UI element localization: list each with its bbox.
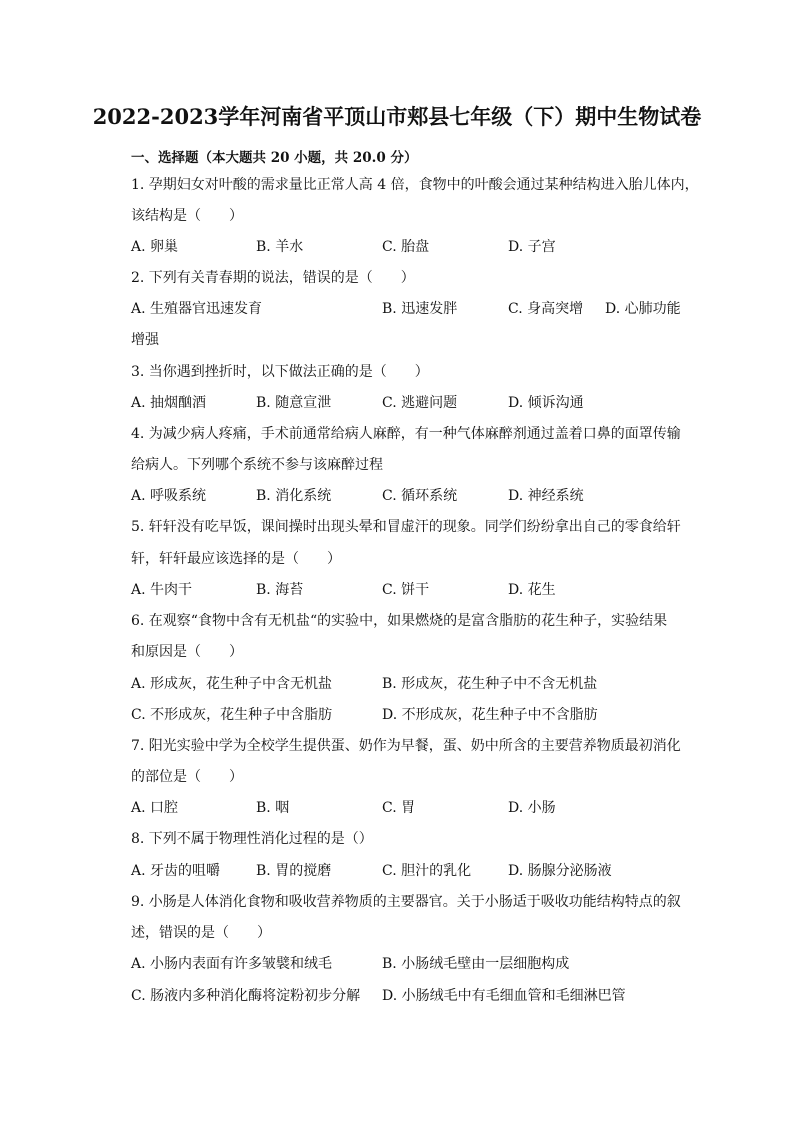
question-1-options [131, 238, 691, 256]
option-a[interactable]: A. 呼吸系统 [131, 488, 207, 504]
option-b[interactable]: B. 海苔 [256, 582, 304, 598]
question-6-options-row-1 [131, 675, 691, 693]
option-a[interactable]: A. 抽烟酗酒 [131, 395, 207, 411]
option-b[interactable]: B. 羊水 [256, 239, 304, 255]
question-4-line-1: 4. 为减少病人疼痛，手术前通常给病人麻醉，有一种气体麻醉剂通过盖着口鼻的面罩传输 [131, 426, 681, 442]
question-6-line-1: 6. 在观察“食物中含有无机盐“的实验中，如果燃烧的是富含脂肪的花生种子，实验结果 [131, 613, 668, 629]
question-5-line-2: 轩，轩轩最应该选择的是（ ） [131, 551, 341, 567]
option-c[interactable]: C. 胎盘 [382, 239, 430, 255]
exam-title: 2022-2023学年河南省平顶山市郏县七年级（下）期中生物试卷 [92, 104, 702, 129]
option-b[interactable]: B. 迅速发胖 [382, 301, 458, 317]
question-7-line-2: 的部位是（ ） [131, 769, 243, 785]
question-8-options [131, 862, 691, 880]
option-b[interactable]: B. 胃的搅磨 [256, 863, 332, 879]
question-9-line-1: 9. 小肠是人体消化食物和吸收营养物质的主要器官。关于小肠适于吸收功能结构特点的叙 [131, 894, 681, 910]
option-c[interactable]: C. 循环系统 [382, 488, 458, 504]
question-2-option-d-continued: 增强 [131, 332, 159, 348]
question-7-options [131, 799, 691, 817]
question-9-options-row-1 [131, 955, 691, 973]
option-d[interactable]: D. 肠腺分泌肠液 [508, 863, 612, 879]
question-1-line-2: 该结构是（ ） [131, 208, 243, 224]
option-b[interactable]: B. 随意宣泄 [256, 395, 332, 411]
option-d[interactable]: D. 倾诉沟通 [508, 395, 584, 411]
question-7-line-1: 7. 阳光实验中学为全校学生提供蛋、奶作为早餐，蛋、奶中所含的主要营养物质最初消化 [131, 738, 681, 754]
option-b[interactable]: B. 咽 [256, 800, 290, 816]
option-c[interactable]: C. 身高突增 [508, 301, 584, 317]
option-d[interactable]: D. 神经系统 [508, 488, 584, 504]
option-c[interactable]: C. 逃避问题 [382, 395, 458, 411]
option-c[interactable]: C. 饼干 [382, 582, 430, 598]
question-5-line-1: 5. 轩轩没有吃早饭，课间操时出现头晕和冒虚汗的现象。同学们纷纷拿出自己的零食给轩 [131, 519, 681, 535]
option-d[interactable]: D. 心肺功能 [605, 301, 681, 317]
option-a[interactable]: A. 牛肉干 [131, 582, 193, 598]
question-2-line-1: 2. 下列有关青春期的说法，错误的是（ ） [131, 270, 415, 286]
option-c[interactable]: C. 不形成灰，花生种子中含脂肪 [131, 707, 333, 723]
option-d[interactable]: D. 子宫 [508, 239, 556, 255]
option-a[interactable]: A. 牙齿的咀嚼 [131, 863, 221, 879]
option-d[interactable]: D. 不形成灰，花生种子中不含脂肪 [382, 707, 598, 723]
question-4-options [131, 487, 691, 505]
option-a[interactable]: A. 形成灰，花生种子中含无机盐 [131, 676, 333, 692]
question-6-options-row-2 [131, 706, 691, 724]
question-2-options [131, 300, 691, 318]
question-9-options-row-2 [131, 987, 691, 1005]
option-d[interactable]: D. 小肠绒毛中有毛细血管和毛细淋巴管 [382, 988, 626, 1004]
option-a[interactable]: A. 小肠内表面有许多皱襞和绒毛 [131, 956, 333, 972]
option-c[interactable]: C. 胃 [382, 800, 416, 816]
question-3-options [131, 394, 691, 412]
question-6-line-2: 和原因是（ ） [131, 644, 243, 660]
option-a[interactable]: A. 卵巢 [131, 239, 179, 255]
question-9-line-2: 述，错误的是（ ） [131, 925, 271, 941]
option-a[interactable]: A. 生殖器官迅速发育 [131, 301, 263, 317]
question-1-line-1: 1. 孕期妇女对叶酸的需求量比正常人高 4 倍，食物中的叶酸会通过某种结构进入胎儿体内， [131, 177, 699, 193]
option-b[interactable]: B. 消化系统 [256, 488, 332, 504]
option-c[interactable]: C. 胆汁的乳化 [382, 863, 472, 879]
question-3-line-1: 3. 当你遇到挫折时，以下做法正确的是（ ） [131, 364, 429, 380]
option-b[interactable]: B. 形成灰，花生种子中不含无机盐 [382, 676, 598, 692]
question-8-line-1: 8. 下列不属于物理性消化过程的是（） [131, 831, 373, 847]
option-c[interactable]: C. 肠液内多种消化酶将淀粉初步分解 [131, 988, 361, 1004]
question-5-options [131, 581, 691, 599]
option-a[interactable]: A. 口腔 [131, 800, 179, 816]
section-heading: 一、选择题（本大题共 20 小题，共 20.0 分） [131, 150, 418, 166]
question-4-line-2: 给病人。下列哪个系统不参与该麻醉过程 [131, 457, 383, 473]
option-b[interactable]: B. 小肠绒毛壁由一层细胞构成 [382, 956, 570, 972]
option-d[interactable]: D. 小肠 [508, 800, 556, 816]
option-d[interactable]: D. 花生 [508, 582, 556, 598]
